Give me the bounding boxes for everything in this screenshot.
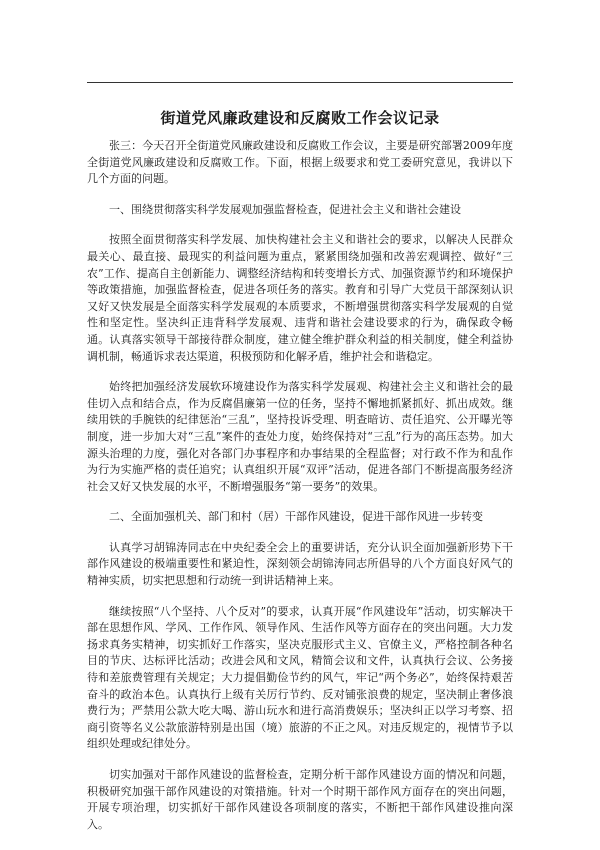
body-paragraph: 认真学习胡锦涛同志在中央纪委全会上的重要讲话，充分认识全面加强新形势下干部作风建设的极端重要性和紧迫性，深刻领会胡锦涛同志所倡导的八个方面良好风气的精神实质，切实把思想和行动统一到讲话精神上来。: [87, 540, 513, 588]
document-title: 街道党风廉政建设和反腐败工作会议记录: [160, 109, 440, 127]
header-rule: [87, 82, 513, 83]
body-paragraph: 切实加强对干部作风建设的监督检查，定期分析干部作风建设方面的情况和问题，积极研究加强干部作风建设的对策措施。针对一个时期干部作风方面存在的突出问题，开展专项治理，切实抓好干部作风建设各项制度的落实，不断把干部作风建设推向深入。: [87, 768, 513, 831]
body-paragraph: 按照全面贯彻落实科学发展、加快构建社会主义和谐社会的要求，以解决人民群众最关心、最直接、最现实的利益问题为重点，紧紧围绕加强和改善宏观调控、做好“三农”工作、提高自主创新能力、调整经济结构和转变增长方式、加强资源节约和环境保护等政策措施，加强监督检查，促进各项任务的落实。教育和引导广大党员干部深刻认识又好又快发展是全面落实科学发展观的本质要求，不断增强贯彻落实科学发展观的自觉性和坚定性。坚决纠正违背科学发展观、违背和谐社会建设要求的行为，确保政令畅通。认真落实领导干部接待群众制度，建立健全维护群众利益的相关制度，健全利益协调机制，畅通诉求表达渠道，积极预防和化解矛盾，维护社会和谐稳定。: [87, 233, 513, 363]
document-body: [87, 138, 513, 833]
section-heading-1: 一、围绕贯彻落实科学发展观加强监督检查，促进社会主义和谐社会建设: [109, 202, 461, 216]
section-heading-2: 二、全面加强机关、部门和村（居）干部作风建设，促进干部作风进一步转变: [109, 510, 483, 524]
body-paragraph: 继续按照“八个坚持、八个反对”的要求，认真开展“作风建设年”活动，切实解决干部在思想作风、学风、工作作风、领导作风、生活作风等方面存在的突出问题。大力发扬求真务实精神，切实抓好工作落实，坚决克服形式主义、官僚主义，严格控制各种名目的节庆、达标评比活动；改进会风和文风，精简会议和文件，认真执行会议、公务接待和差旅费管理有关规定；大力提倡勤俭节约的风气，牢记“两个务必”，始终保持艰苦奋斗的政治本色。认真执行上级有关厉行节约、反对铺张浪费的规定，坚决制止奢侈浪费行为；严禁用公款大吃大喝、游山玩水和进行高消费娱乐；坚决纠正以学习考察、招商引资等名义公款旅游特别是出国（境）旅游的不正之风。对违反规定的，视情节予以组织处理或纪律处分。: [87, 604, 513, 751]
opening-paragraph: 张三：今天召开全街道党风廉政建设和反腐败工作会议，主要是研究部署2009年度全街道党风廉政建设和反腐败工作。下面，根据上级要求和党工委研究意见，我讲以下几个方面的问题。: [87, 139, 513, 186]
body-paragraph: 始终把加强经济发展软环境建设作为落实科学发展观、构建社会主义和谐社会的最佳切入点和结合点，作为反腐倡廉第一位的任务，坚持不懈地抓紧抓好、抓出成效。继续用铁的手腕铁的纪律惩治“三乱”，坚持投诉受理、明查暗访、责任追究、公开曝光等制度，进一步加大对“三乱”案件的查处力度，始终保持对“三乱”行为的高压态势。加大源头治理的力度，强化对各部门办事程序和办事结果的全程监督；对行政不作为和乱作为行为实施严格的责任追究；认真组织开展“双评”活动，促进各部门不断提高服务经济社会又好又快发展的水平，不断增强服务“第一要务”的效果。: [87, 380, 513, 493]
